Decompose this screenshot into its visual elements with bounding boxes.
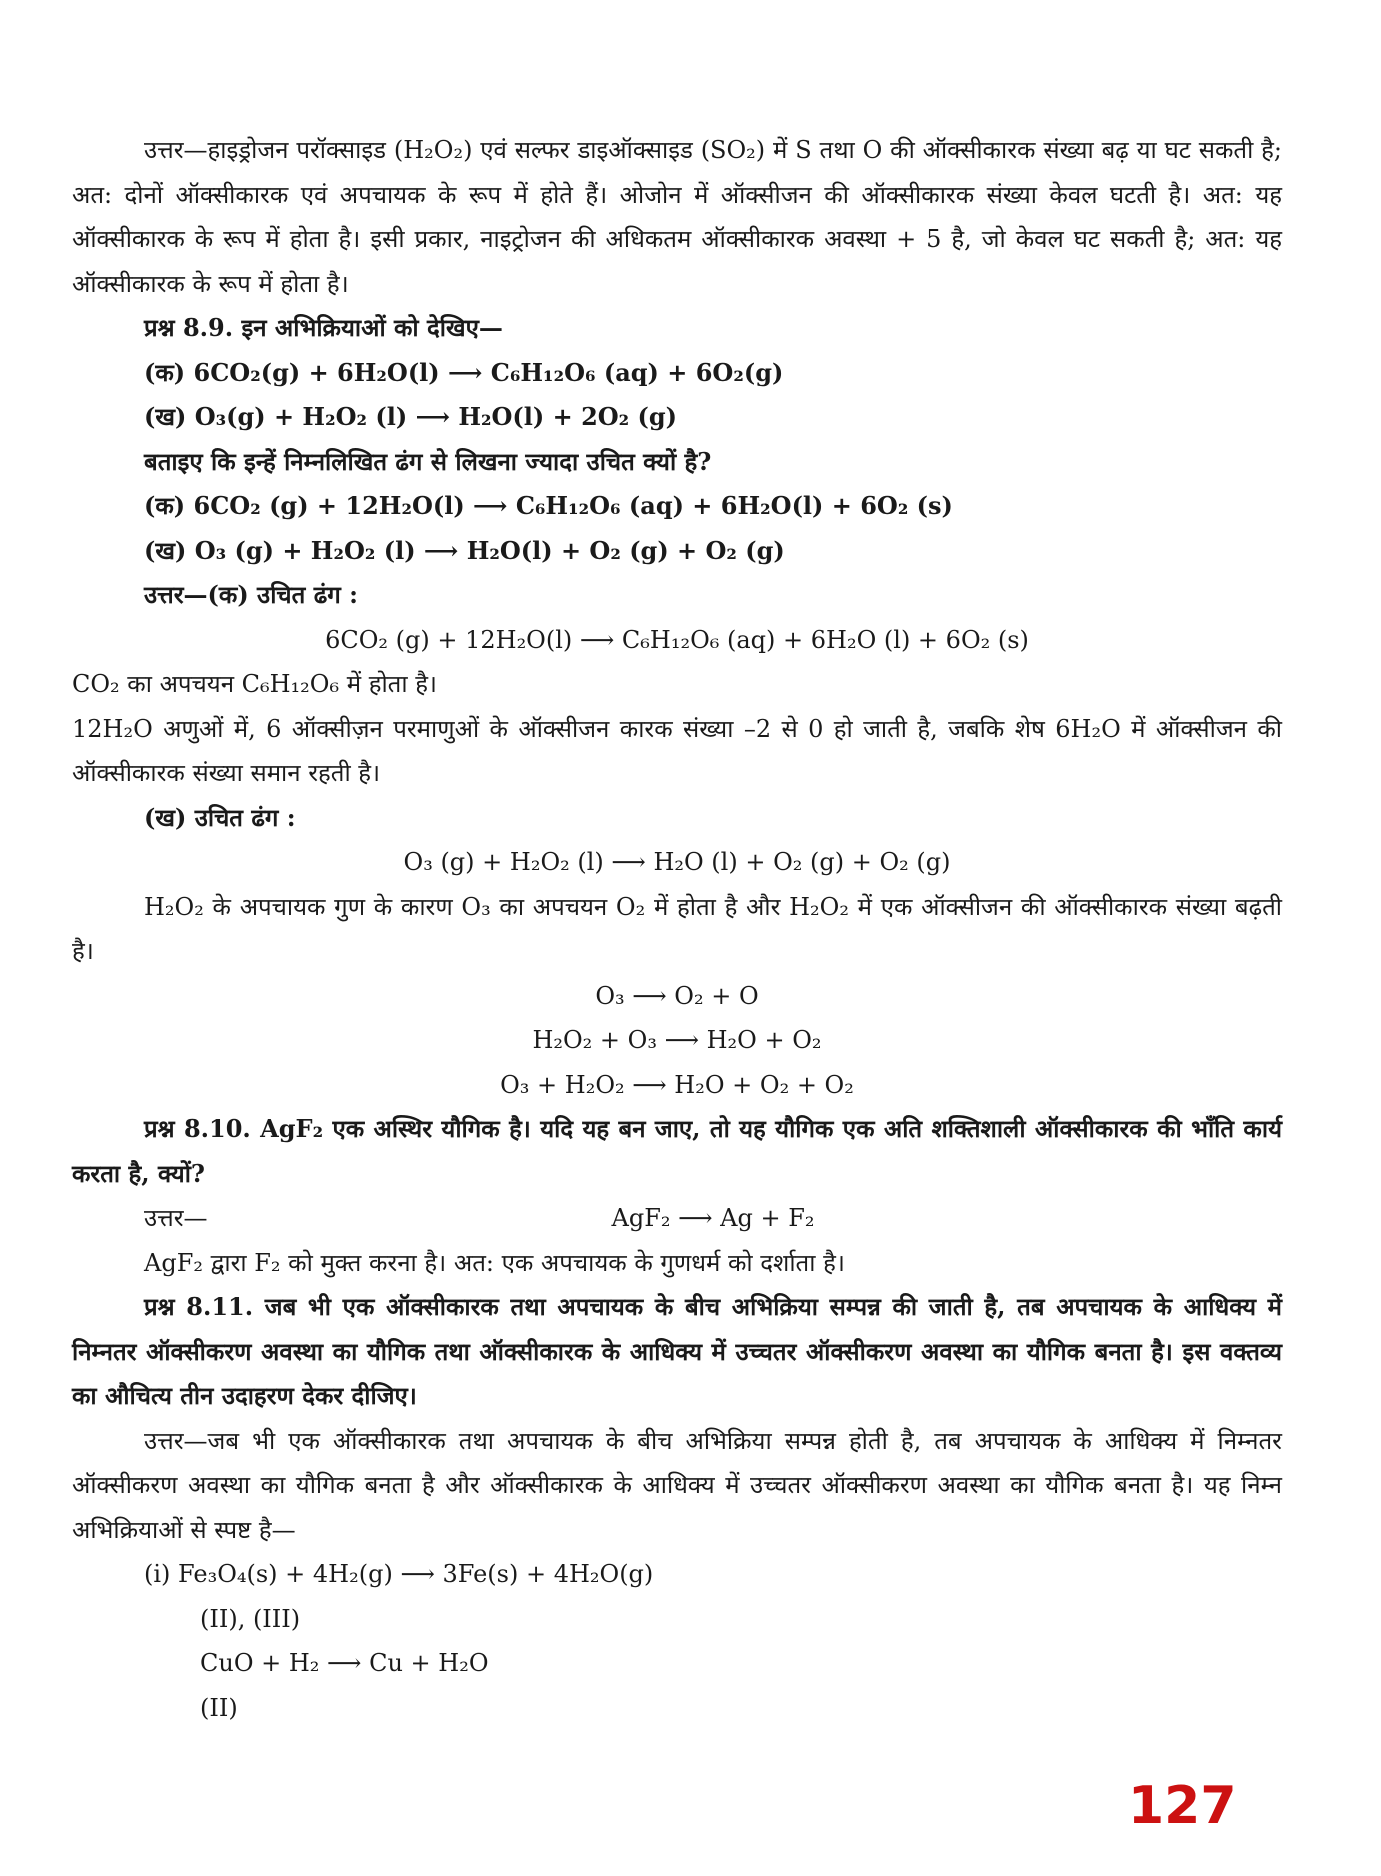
question-8-9: प्रश्न 8.9. इन अभिक्रियाओं को देखिए— (144, 313, 503, 342)
answer-8-10-row (72, 1196, 1282, 1241)
equation-block (72, 974, 1282, 1108)
question-8-10: प्रश्न 8.10. AgF₂ एक अस्थिर यौगिक है। यदि यह बन जाए, तो यह यौगिक एक अति शक्तिशाली ऑक्सीकारक की भाँति कार्य करता है, क्यों? (72, 1114, 1282, 1188)
answer-label: उत्तर— (144, 1204, 208, 1232)
answer-ka-equation: 6CO₂ (g) + 12H₂O(l) ⟶ C₆H₁₂O₆ (aq) + 6H₂O (l) + 6O₂ (s) (325, 625, 1029, 654)
reaction-ka-proper: (क) 6CO₂ (g) + 12H₂O(l) ⟶ C₆H₁₂O₆ (aq) + 6H₂O(l) + 6O₂ (s) (144, 491, 953, 520)
answer-paragraph: उत्तर—हाइड्रोजन परॉक्साइड (H₂O₂) एवं सल्फर डाइऑक्साइड (SO₂) में S तथा O की ऑक्सीकारक संख्या बढ़ या घट सकती है; अत: दोनों ऑक्सीकारक एवं अपचायक के रूप में होते हैं। ओजोन में ऑक्सीजन की ऑक्सीकारक संख्या केवल घटती है। अत: यह ऑक्सीकारक के रूप में होता है। इसी प्रकार, नाइट्रोजन की अधिकतम ऑक्सीकारक अवस्था + 5 है, जो केवल घट सकती है; अत: यह ऑक्सीकारक के रूप में होता है। (72, 136, 1282, 298)
answer-kha-text: H₂O₂ के अपचायक गुण के कारण O₃ का अपचयन O₂ में होता है और H₂O₂ में एक ऑक्सीजन की ऑक्सीकारक संख्या बढ़ती है। (72, 892, 1282, 965)
equation-line-1: O₃ ⟶ O₂ + O (595, 981, 759, 1010)
answer-kha-equation: O₃ (g) + H₂O₂ (l) ⟶ H₂O (l) + O₂ (g) + O₂ (g) (403, 848, 951, 876)
answer-ka-heading: उत्तर—(क) उचित ढंग : (144, 580, 358, 609)
page-content (72, 128, 1282, 1730)
answer-8-10-equation: AgF₂ ⟶ Ag + F₂ (611, 1204, 815, 1232)
question-ask: बताइए कि इन्हें निम्नलिखित ढंग से लिखना ज्यादा उचित क्यों है? (144, 446, 712, 476)
equation-line-2: H₂O₂ + O₃ ⟶ H₂O + O₂ (532, 1026, 822, 1054)
answer-ka-text-2: 12H₂O अणुओं में, 6 ऑक्सीज़न परमाणुओं के ऑक्सीजन कारक संख्या –2 से 0 हो जाती है, जबकि शेष 6H₂O में ऑक्सीजन की ऑक्सीकारक संख्या समान रहती है। (72, 714, 1282, 787)
reaction-kha-proper: (ख) O₃ (g) + H₂O₂ (l) ⟶ H₂O(l) + O₂ (g) + O₂ (g) (144, 535, 785, 565)
answer-8-11: उत्तर—जब भी एक ऑक्सीकारक तथा अपचायक के बीच अभिक्रिया सम्पन्न होती है, तब अपचायक के आधिक्य में निम्नतर ऑक्सीकरण अवस्था का यौगिक बनता है और ऑक्सीकारक के आधिक्य में उच्चतर ऑक्सीकरण अवस्था का यौगिक बनता है। यह निम्न अभिक्रियाओं से स्पष्ट है— (72, 1426, 1282, 1544)
reaction-kha: (ख) O₃(g) + H₂O₂ (l) ⟶ H₂O(l) + 2O₂ (g) (144, 402, 678, 431)
question-8-11: प्रश्न 8.11. जब भी एक ऑक्सीकारक तथा अपचायक के बीच अभिक्रिया सम्पन्न की जाती है, तब अपचायक के आधिक्य में निम्नतर ऑक्सीकरण अवस्था का यौगिक तथा ऑक्सीकारक के आधिक्य में उच्चतर ऑक्सीकरण अवस्था का यौगिक बनता है। इस वक्तव्य का औचित्य तीन उदाहरण देकर दीजिए। (72, 1292, 1282, 1410)
example-2-oxidation-states: (II) (200, 1693, 238, 1722)
equation-line-3: O₃ + H₂O₂ ⟶ H₂O + O₂ + O₂ (500, 1070, 854, 1099)
answer-ka-text-1: CO₂ का अपचयन C₆H₁₂O₆ में होता है। (72, 670, 438, 698)
reaction-ka: (क) 6CO₂(g) + 6H₂O(l) ⟶ C₆H₁₂O₆ (aq) + 6O₂(g) (144, 357, 784, 387)
example-1-oxidation-states: (II), (III) (200, 1604, 301, 1633)
example-1: (i) Fe₃O₄(s) + 4H₂(g) ⟶ 3Fe(s) + 4H₂O(g) (144, 1560, 654, 1588)
example-2: CuO + H₂ ⟶ Cu + H₂O (200, 1649, 489, 1677)
answer-kha-heading: (ख) उचित ढंग : (144, 802, 296, 832)
page-number: 127 (1128, 1776, 1237, 1836)
answer-8-10-text: AgF₂ द्वारा F₂ को मुक्त करना है। अत: एक अपचायक के गुणधर्म को दर्शाता है। (144, 1248, 845, 1277)
